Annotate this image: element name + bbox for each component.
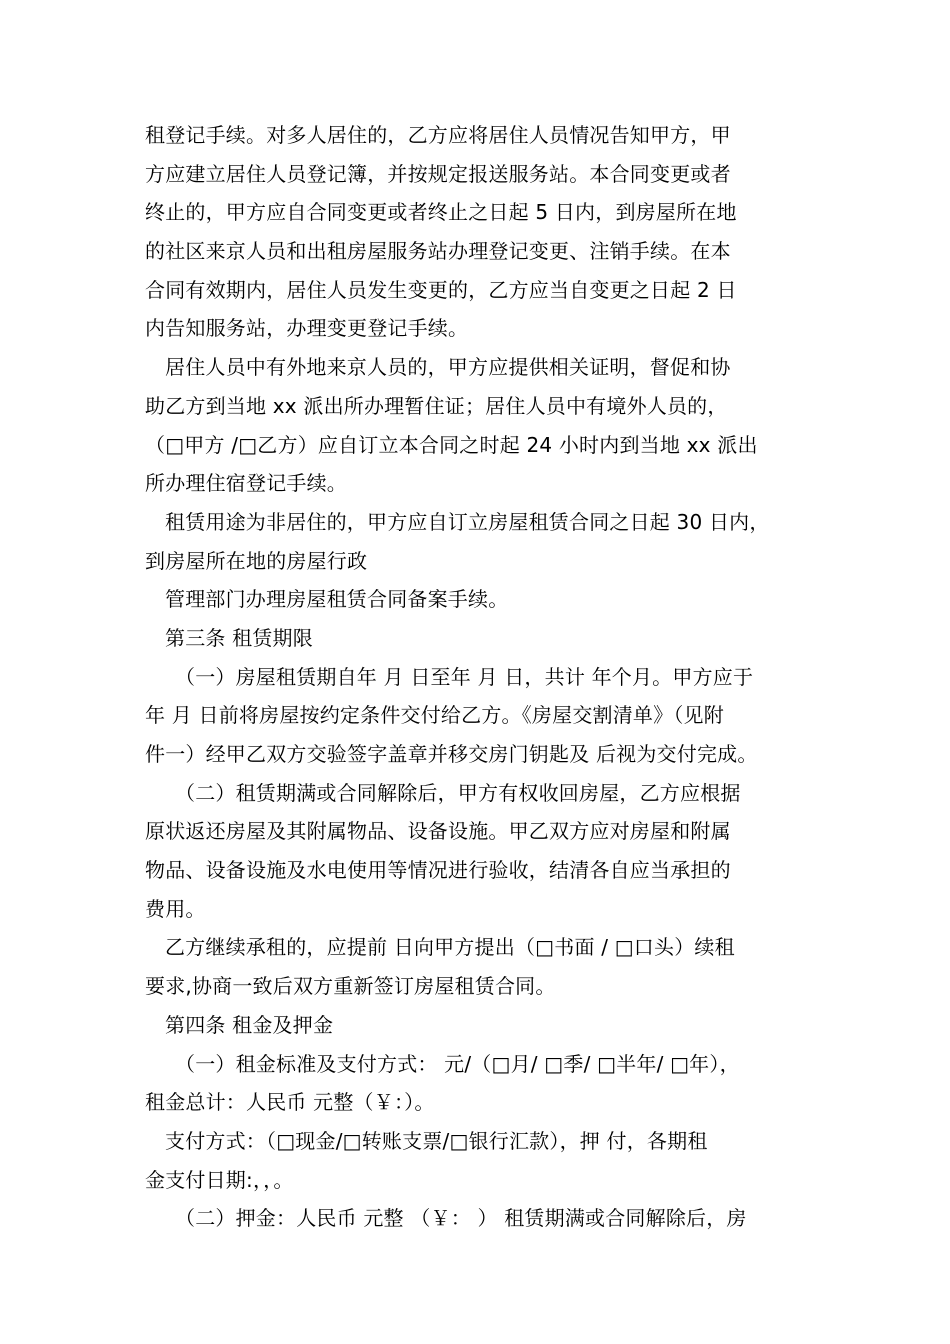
text-line: 原状返还房屋及其附属物品、设备设施。甲乙双方应对房屋和附属	[145, 819, 731, 844]
text-line: 乙方继续承租的，应提前 日向甲方提出（□书面 / □口头）续租	[165, 935, 735, 960]
text-line: 终止的，甲方应自合同变更或者终止之日起 5 日内，到房屋所在地	[145, 200, 737, 225]
text-line: 方应建立居住人员登记簿，并按规定报送服务站。本合同变更或者	[145, 161, 731, 186]
text-line: 居住人员中有外地来京人员的，甲方应提供相关证明，督促和协	[165, 355, 731, 380]
text-line: （二）租赁期满或合同解除后，甲方有权收回房屋，乙方应根据	[175, 780, 741, 805]
text-line: 支付方式：（□现金/□转账支票/□银行汇款），押 付，各期租	[165, 1128, 708, 1153]
text-line: 费用。	[145, 896, 206, 921]
section-heading: 第四条 租金及押金	[165, 1012, 334, 1037]
text-line: （二）押金：人民币 元整 （￥： ） 租赁期满或合同解除后，房	[175, 1206, 747, 1231]
section-heading: 第三条 租赁期限	[165, 625, 313, 650]
text-line: 物品、设备设施及水电使用等情况进行验收，结清各自应当承担的	[145, 858, 731, 883]
text-line: 租登记手续。对多人居住的，乙方应将居住人员情况告知甲方，甲	[145, 123, 731, 147]
text-line: 的社区来京人员和出租房屋服务站办理登记变更、注销手续。在本	[145, 239, 731, 264]
text-line: 要求,协商一致后双方重新签订房屋租赁合同。	[145, 974, 556, 999]
text-line: 件一）经甲乙双方交验签字盖章并移交房门钥匙及 后视为交付完成。	[145, 742, 758, 766]
text-line: （一）房屋租赁期自年 月 日至年 月 日，共计 年个月。甲方应于	[175, 664, 754, 689]
text-line: （□甲方 /□乙方）应自订立本合同之时起 24 小时内到当地 xx 派出	[145, 432, 758, 457]
text-line: 管理部门办理房屋租赁合同备案手续。	[165, 587, 509, 612]
text-line: 助乙方到当地 xx 派出所办理暂住证；居住人员中有境外人员的，	[145, 393, 728, 418]
text-line: 合同有效期内，居住人员发生变更的，乙方应当自变更之日起 2 日	[145, 277, 737, 302]
text-line: 租赁用途为非居住的，甲方应自订立房屋租赁合同之日起 30 日内，	[165, 509, 770, 534]
text-line: 到房屋所在地的房屋行政	[145, 548, 368, 573]
contract-text	[145, 116, 835, 1238]
text-line: 租金总计：人民币 元整（￥：）。	[145, 1090, 435, 1115]
text-line: 金支付日期:，，。	[145, 1167, 294, 1192]
text-line: 内告知服务站，办理变更登记手续。	[145, 316, 469, 341]
text-line: （一）租金标准及支付方式： 元/（□月/ □季/ □半年/ □年），	[175, 1051, 740, 1076]
text-line: 所办理住宿登记手续。	[145, 471, 347, 496]
text-line: 年 月 日前将房屋按约定条件交付给乙方。《房屋交割清单》（见附	[145, 703, 724, 728]
